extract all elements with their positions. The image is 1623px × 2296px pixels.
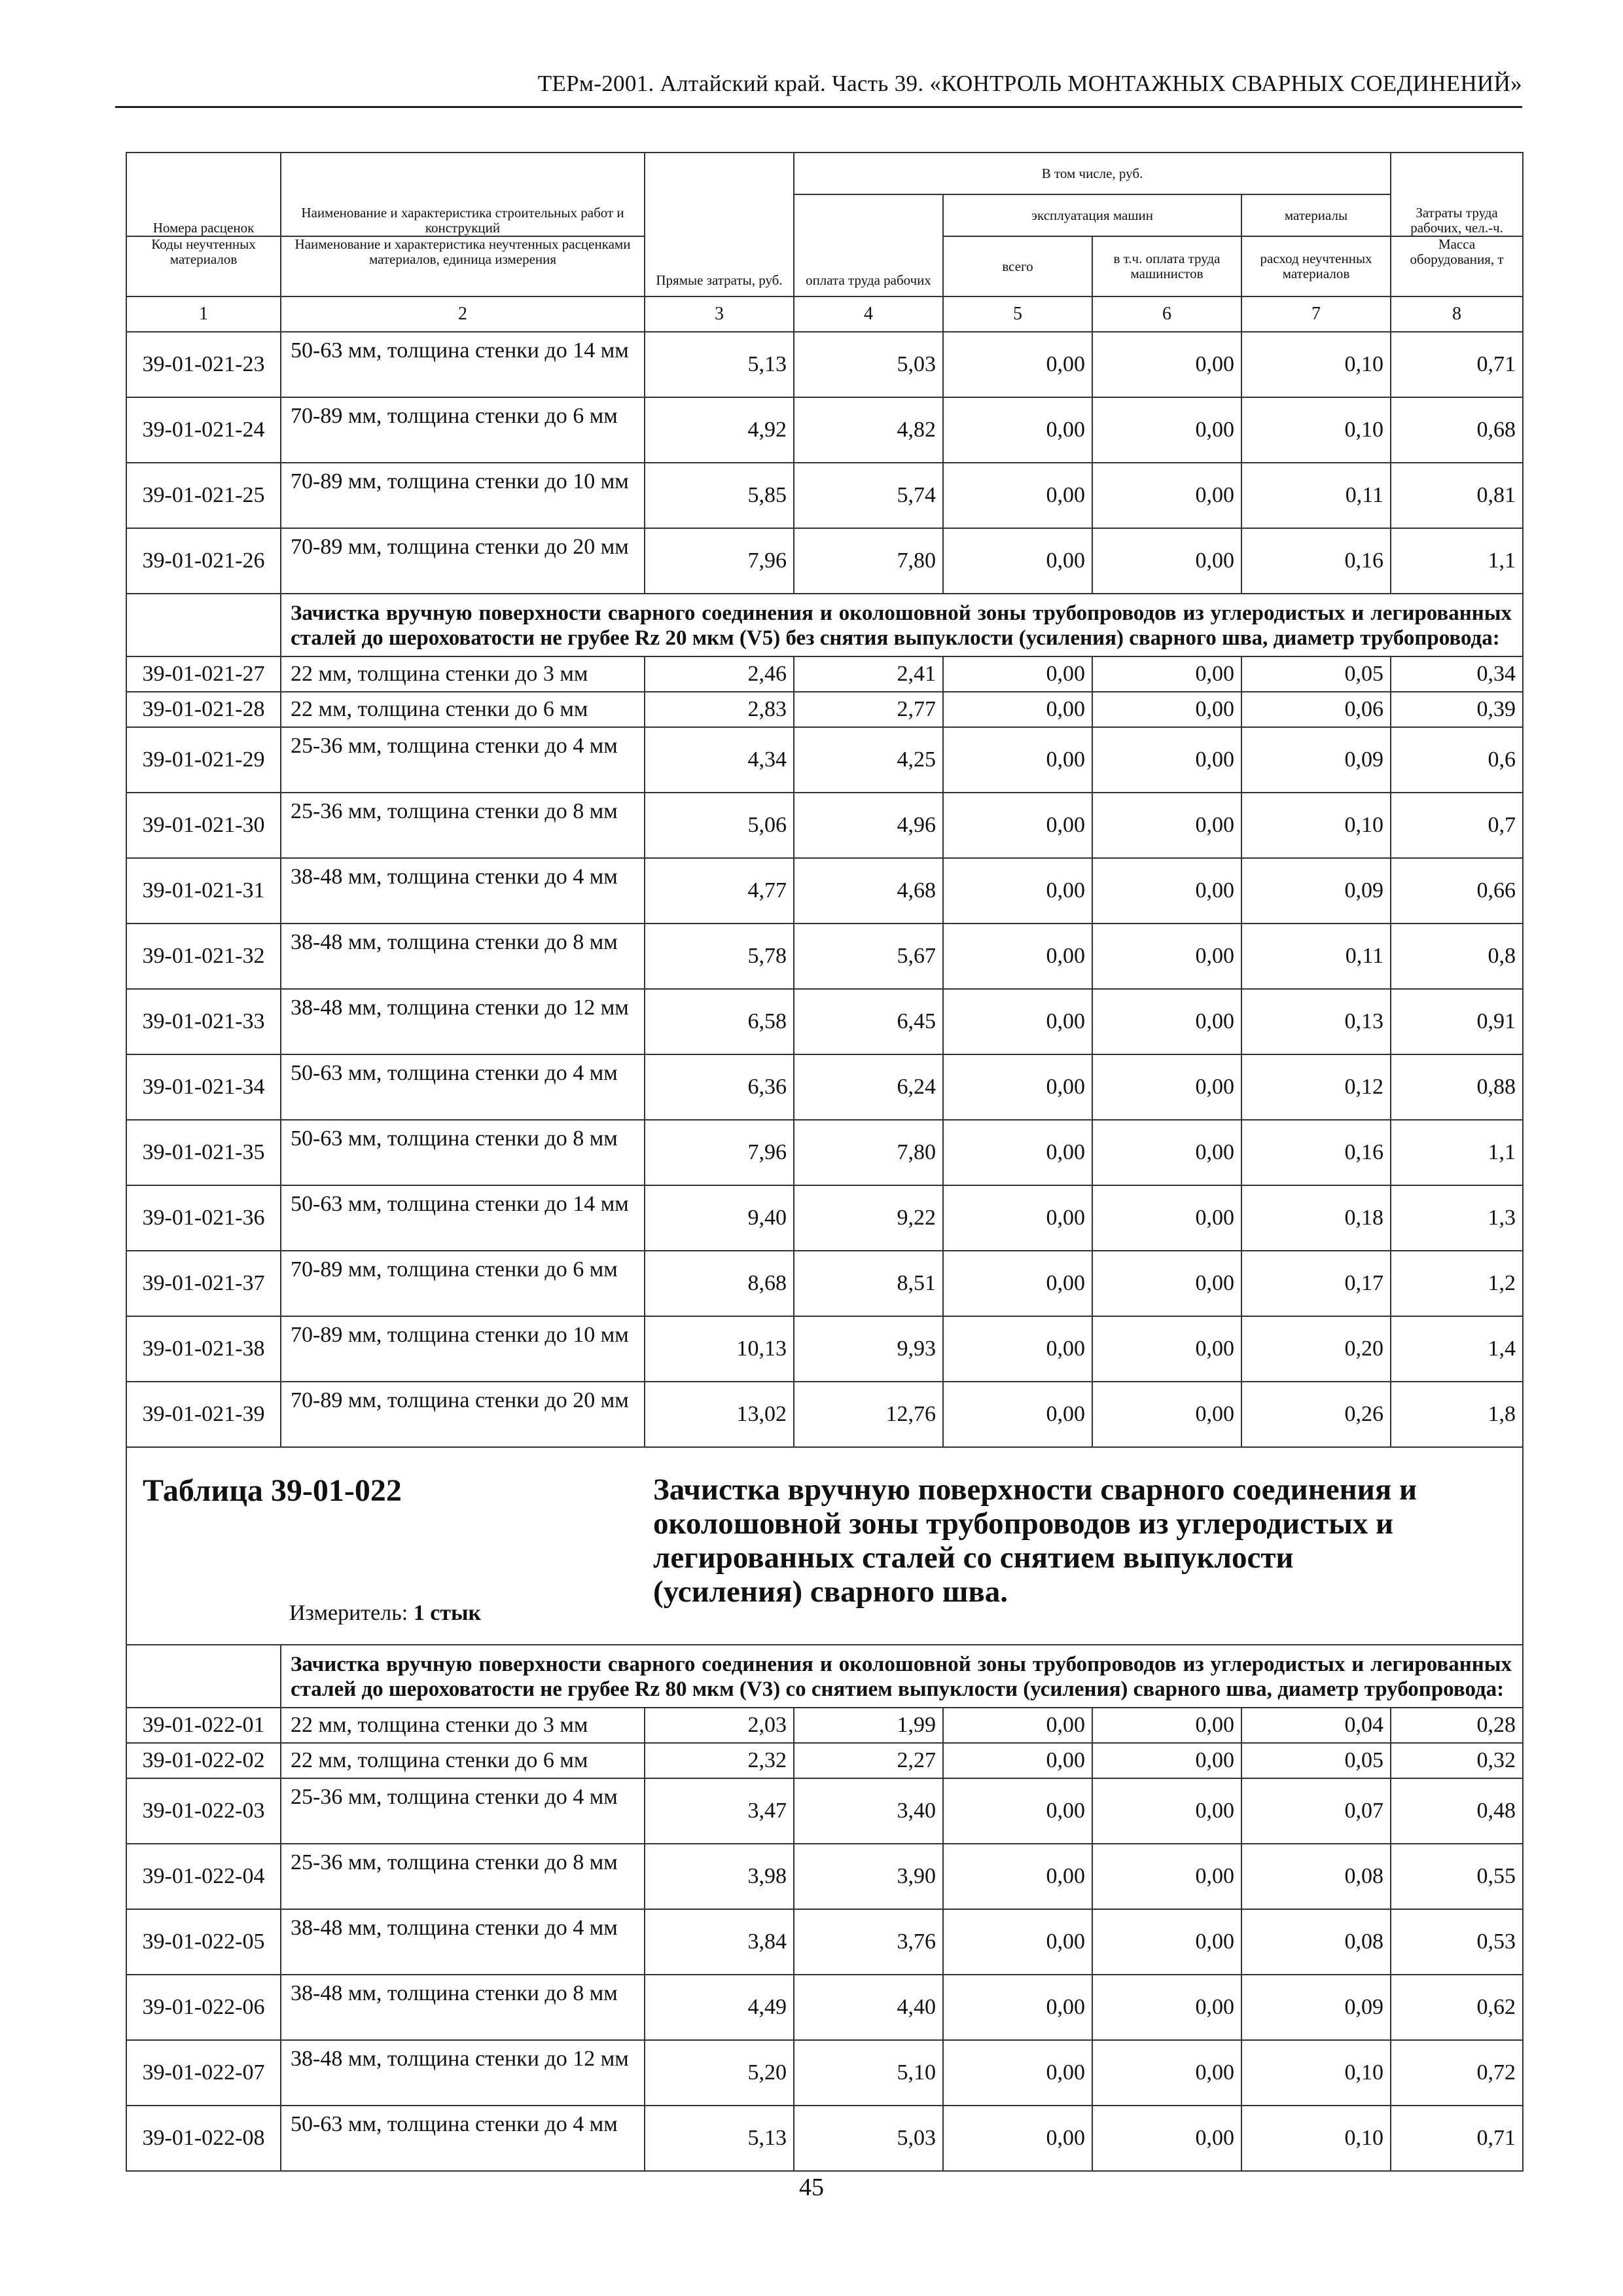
value-cell: 0,00 [943, 1120, 1092, 1185]
rate-code: 39-01-021-26 [126, 528, 281, 594]
unit-value: 1 стык [413, 1601, 482, 1625]
col-header-4: оплата труда рабочих [794, 194, 943, 296]
value-cell: 0,04 [1241, 1708, 1391, 1743]
value-cell: 5,03 [794, 332, 943, 397]
rate-name: 25-36 мм, толщина стенки до 4 мм [281, 727, 645, 793]
value-cell: 0,00 [943, 463, 1092, 528]
table-row [126, 1054, 1523, 1120]
page-header: ТЕРм-2001. Алтайский край. Часть 39. «КОНТРОЛЬ МОНТАЖНЫХ СВАРНЫХ СОЕДИНЕНИЙ» [537, 71, 1522, 96]
value-cell: 0,00 [1092, 528, 1241, 594]
value-cell: 0,00 [943, 989, 1092, 1054]
value-cell: 7,80 [794, 528, 943, 594]
value-cell: 0,10 [1241, 2106, 1391, 2171]
value-cell: 0,00 [943, 2106, 1092, 2171]
value-cell: 0,62 [1391, 1975, 1523, 2040]
rate-name: 38-48 мм, толщина стенки до 12 мм [281, 2040, 645, 2106]
rate-code: 39-01-022-08 [126, 2106, 281, 2171]
rate-code: 39-01-022-03 [126, 1778, 281, 1844]
value-cell: 0,00 [943, 2040, 1092, 2106]
table-row [126, 528, 1523, 594]
rate-code: 39-01-022-04 [126, 1844, 281, 1909]
value-cell: 4,92 [645, 397, 794, 463]
value-cell: 0,8 [1391, 924, 1523, 989]
table-row [126, 1185, 1523, 1251]
table-row [126, 858, 1523, 924]
value-cell: 0,00 [943, 727, 1092, 793]
value-cell: 0,00 [1092, 1054, 1241, 1120]
value-cell: 0,00 [943, 793, 1092, 858]
value-cell: 5,20 [645, 2040, 794, 2106]
value-cell: 0,71 [1391, 2106, 1523, 2171]
value-cell: 0,06 [1241, 692, 1391, 727]
col-header-6: в т.ч. оплата труда машинистов [1092, 236, 1241, 296]
value-cell: 0,00 [1092, 1185, 1241, 1251]
value-cell: 3,76 [794, 1909, 943, 1975]
value-cell: 0,00 [943, 1708, 1092, 1743]
value-cell: 0,00 [943, 692, 1092, 727]
value-cell: 0,00 [943, 1844, 1092, 1909]
table-row [126, 1975, 1523, 2040]
value-cell: 0,55 [1391, 1844, 1523, 1909]
rate-code: 39-01-021-28 [126, 692, 281, 727]
value-cell: 4,96 [794, 793, 943, 858]
value-cell: 3,47 [645, 1778, 794, 1844]
value-cell: 0,00 [943, 1909, 1092, 1975]
table-row [126, 332, 1523, 397]
table-row [126, 656, 1523, 692]
col-header-incl: В том числе, руб. [794, 152, 1391, 194]
value-cell: 2,32 [645, 1743, 794, 1778]
value-cell: 0,00 [1092, 989, 1241, 1054]
value-cell: 0,00 [1092, 1708, 1241, 1743]
value-cell: 0,00 [943, 397, 1092, 463]
table-row [126, 924, 1523, 989]
value-cell: 0,00 [1092, 1909, 1241, 1975]
value-cell: 0,11 [1241, 924, 1391, 989]
value-cell: 0,10 [1241, 332, 1391, 397]
value-cell: 0,00 [943, 1743, 1092, 1778]
value-cell: 0,09 [1241, 858, 1391, 924]
value-cell: 0,13 [1241, 989, 1391, 1054]
value-cell: 5,13 [645, 2106, 794, 2171]
rate-code: 39-01-021-36 [126, 1185, 281, 1251]
rate-name: 50-63 мм, толщина стенки до 8 мм [281, 1120, 645, 1185]
value-cell: 0,16 [1241, 1120, 1391, 1185]
value-cell: 0,00 [943, 1778, 1092, 1844]
value-cell: 6,24 [794, 1054, 943, 1120]
value-cell: 6,45 [794, 989, 943, 1054]
value-cell: 0,6 [1391, 727, 1523, 793]
value-cell: 5,78 [645, 924, 794, 989]
value-cell: 0,00 [1092, 2106, 1241, 2171]
value-cell: 0,81 [1391, 463, 1523, 528]
rate-name: 38-48 мм, толщина стенки до 4 мм [281, 1909, 645, 1975]
rates-table [126, 152, 1524, 2172]
value-cell: 8,68 [645, 1251, 794, 1316]
value-cell: 7,96 [645, 528, 794, 594]
value-cell: 0,09 [1241, 1975, 1391, 2040]
value-cell: 0,00 [943, 528, 1092, 594]
rate-code: 39-01-022-07 [126, 2040, 281, 2106]
value-cell: 0,00 [1092, 463, 1241, 528]
rate-code: 39-01-021-34 [126, 1054, 281, 1120]
value-cell: 3,98 [645, 1844, 794, 1909]
rate-code: 39-01-021-33 [126, 989, 281, 1054]
rate-name: 50-63 мм, толщина стенки до 14 мм [281, 1185, 645, 1251]
value-cell: 0,00 [1092, 332, 1241, 397]
rate-name: 25-36 мм, толщина стенки до 8 мм [281, 793, 645, 858]
rate-name: 50-63 мм, толщина стенки до 4 мм [281, 2106, 645, 2171]
value-cell: 5,03 [794, 2106, 943, 2171]
value-cell: 7,96 [645, 1120, 794, 1185]
value-cell: 0,10 [1241, 2040, 1391, 2106]
page-number: 45 [799, 2174, 824, 2201]
value-cell: 0,20 [1241, 1316, 1391, 1382]
col-header-5: всего [943, 236, 1092, 296]
value-cell: 0,08 [1241, 1909, 1391, 1975]
value-cell: 0,18 [1241, 1185, 1391, 1251]
value-cell: 0,00 [943, 924, 1092, 989]
rate-name: 22 мм, толщина стенки до 6 мм [281, 1743, 645, 1778]
value-cell: 9,93 [794, 1316, 943, 1382]
value-cell: 0,72 [1391, 2040, 1523, 2106]
value-cell: 6,36 [645, 1054, 794, 1120]
value-cell: 2,27 [794, 1743, 943, 1778]
col-header-2: Наименование и характеристика строительных работ и конструкций [281, 152, 645, 236]
value-cell: 0,88 [1391, 1054, 1523, 1120]
value-cell: 7,80 [794, 1120, 943, 1185]
value-cell: 0,16 [1241, 528, 1391, 594]
value-cell: 3,40 [794, 1778, 943, 1844]
value-cell: 0,71 [1391, 332, 1523, 397]
value-cell: 8,51 [794, 1251, 943, 1316]
value-cell: 1,8 [1391, 1382, 1523, 1447]
value-cell: 0,00 [1092, 1382, 1241, 1447]
value-cell: 0,00 [1092, 1743, 1241, 1778]
value-cell: 0,00 [1092, 1251, 1241, 1316]
rate-name: 70-89 мм, толщина стенки до 6 мм [281, 1251, 645, 1316]
value-cell: 0,39 [1391, 692, 1523, 727]
value-cell: 2,46 [645, 656, 794, 692]
table-row [126, 1909, 1523, 1975]
value-cell: 0,00 [1092, 858, 1241, 924]
value-cell: 0,00 [1092, 727, 1241, 793]
rate-code: 39-01-021-38 [126, 1316, 281, 1382]
rate-name: 50-63 мм, толщина стенки до 4 мм [281, 1054, 645, 1120]
rate-name: 38-48 мм, толщина стенки до 8 мм [281, 1975, 645, 2040]
rate-name: 38-48 мм, толщина стенки до 8 мм [281, 924, 645, 989]
table-row [126, 397, 1523, 463]
rate-name: 25-36 мм, толщина стенки до 4 мм [281, 1778, 645, 1844]
value-cell: 0,00 [943, 858, 1092, 924]
value-cell: 0,32 [1391, 1743, 1523, 1778]
value-cell: 5,06 [645, 793, 794, 858]
value-cell: 0,00 [1092, 2040, 1241, 2106]
value-cell: 0,00 [1092, 1120, 1241, 1185]
header-rule [115, 106, 1522, 108]
rate-name: 38-48 мм, толщина стенки до 12 мм [281, 989, 645, 1054]
value-cell: 2,41 [794, 656, 943, 692]
value-cell: 0,05 [1241, 1743, 1391, 1778]
value-cell: 0,07 [1241, 1778, 1391, 1844]
rate-name: 70-89 мм, толщина стенки до 10 мм [281, 463, 645, 528]
table-unit [289, 1601, 481, 1626]
value-cell: 1,1 [1391, 1120, 1523, 1185]
table-row [126, 727, 1523, 793]
value-cell: 0,08 [1241, 1844, 1391, 1909]
rate-name: 70-89 мм, толщина стенки до 20 мм [281, 1382, 645, 1447]
rate-name: 25-36 мм, толщина стенки до 8 мм [281, 1844, 645, 1909]
value-cell: 0,34 [1391, 656, 1523, 692]
value-cell: 0,00 [1092, 692, 1241, 727]
table-row [126, 463, 1523, 528]
table-caption-row [126, 1447, 1523, 1645]
value-cell: 0,28 [1391, 1708, 1523, 1743]
rate-code: 39-01-021-37 [126, 1251, 281, 1316]
value-cell: 0,53 [1391, 1909, 1523, 1975]
rate-code: 39-01-021-29 [126, 727, 281, 793]
rate-code: 39-01-022-02 [126, 1743, 281, 1778]
table-title: Таблица 39-01-022 [143, 1473, 402, 1508]
value-cell: 1,2 [1391, 1251, 1523, 1316]
value-cell: 0,00 [1092, 1316, 1241, 1382]
value-cell: 0,00 [1092, 1844, 1241, 1909]
group-heading: Зачистка вручную поверхности сварного соединения и околошовной зоны трубопроводов из углеродистых и легированных сталей до шероховатости не грубее Rz 20 мкм (V5) без снятия выпуклости (усиления) сварного шва, диаметр трубопровода: [281, 594, 1523, 656]
table-row [126, 793, 1523, 858]
col-header-8-bottom: Масса оборудования, т [1391, 236, 1523, 296]
table-row [126, 2106, 1523, 2171]
value-cell: 1,1 [1391, 528, 1523, 594]
value-cell: 0,26 [1241, 1382, 1391, 1447]
value-cell: 4,25 [794, 727, 943, 793]
rate-name: 38-48 мм, толщина стенки до 4 мм [281, 858, 645, 924]
value-cell: 0,00 [1092, 656, 1241, 692]
col-header-3: Прямые затраты, руб. [645, 152, 794, 296]
rate-code: 39-01-021-39 [126, 1382, 281, 1447]
value-cell: 0,11 [1241, 463, 1391, 528]
value-cell: 0,12 [1241, 1054, 1391, 1120]
rate-code: 39-01-021-31 [126, 858, 281, 924]
value-cell: 3,84 [645, 1909, 794, 1975]
value-cell: 0,00 [1092, 924, 1241, 989]
rate-name: 50-63 мм, толщина стенки до 14 мм [281, 332, 645, 397]
table-row [126, 1316, 1523, 1382]
value-cell: 9,40 [645, 1185, 794, 1251]
table-row [126, 1251, 1523, 1316]
value-cell: 2,03 [645, 1708, 794, 1743]
value-cell: 0,91 [1391, 989, 1523, 1054]
value-cell: 0,10 [1241, 397, 1391, 463]
value-cell: 4,68 [794, 858, 943, 924]
value-cell: 4,40 [794, 1975, 943, 2040]
value-cell: 0,00 [943, 1251, 1092, 1316]
value-cell: 0,00 [1092, 397, 1241, 463]
value-cell: 5,13 [645, 332, 794, 397]
rate-name: 22 мм, толщина стенки до 6 мм [281, 692, 645, 727]
value-cell: 4,34 [645, 727, 794, 793]
value-cell: 0,00 [1092, 793, 1241, 858]
value-cell: 1,4 [1391, 1316, 1523, 1382]
rate-code: 39-01-021-25 [126, 463, 281, 528]
value-cell: 0,17 [1241, 1251, 1391, 1316]
value-cell: 4,49 [645, 1975, 794, 2040]
rate-code: 39-01-022-01 [126, 1708, 281, 1743]
col-header-2-bottom: Наименование и характеристика неучтенных расценками материалов, единица измерения [281, 236, 645, 296]
value-cell: 0,68 [1391, 397, 1523, 463]
col-header-1-bottom: Коды неучтенных материалов [126, 236, 281, 296]
rate-code: 39-01-021-32 [126, 924, 281, 989]
rate-name: 22 мм, толщина стенки до 3 мм [281, 656, 645, 692]
value-cell: 0,7 [1391, 793, 1523, 858]
rate-code: 39-01-021-30 [126, 793, 281, 858]
value-cell: 0,00 [943, 1975, 1092, 2040]
col-header-1: Номера расценок [126, 152, 281, 236]
value-cell: 3,90 [794, 1844, 943, 1909]
value-cell: 4,82 [794, 397, 943, 463]
value-cell: 0,00 [943, 1054, 1092, 1120]
value-cell: 9,22 [794, 1185, 943, 1251]
rate-name: 70-89 мм, толщина стенки до 20 мм [281, 528, 645, 594]
unit-label: Измеритель: [289, 1601, 408, 1625]
value-cell: 10,13 [645, 1316, 794, 1382]
value-cell: 0,10 [1241, 793, 1391, 858]
value-cell: 0,09 [1241, 727, 1391, 793]
rate-code: 39-01-021-35 [126, 1120, 281, 1185]
table-row [126, 989, 1523, 1054]
table-description: Зачистка вручную поверхности сварного соединения и околошовной зоны трубопроводов из углеродистых и легированных сталей со снятием выпуклости (усиления) сварного шва. [653, 1473, 1418, 1609]
value-cell: 0,00 [943, 656, 1092, 692]
rate-name: 70-89 мм, толщина стенки до 10 мм [281, 1316, 645, 1382]
value-cell: 0,66 [1391, 858, 1523, 924]
value-cell: 0,00 [943, 1185, 1092, 1251]
table-row [126, 1844, 1523, 1909]
col-header-7: расход неучтенных материалов [1241, 236, 1391, 296]
group-heading-row [126, 1645, 1523, 1708]
table-row [126, 1778, 1523, 1844]
value-cell: 5,67 [794, 924, 943, 989]
group-heading: Зачистка вручную поверхности сварного соединения и околошовной зоны трубопроводов из углеродистых и легированных сталей до шероховатости не грубее Rz 80 мкм (V3) со снятием выпуклости (усиления) сварного шва, диаметр трубопровода: [281, 1645, 1523, 1708]
table-row [126, 692, 1523, 727]
group-heading-row [126, 594, 1523, 656]
value-cell: 13,02 [645, 1382, 794, 1447]
value-cell: 5,74 [794, 463, 943, 528]
table-row [126, 1743, 1523, 1778]
value-cell: 1,99 [794, 1708, 943, 1743]
table-row [126, 1120, 1523, 1185]
col-header-machines: эксплуатация машин [943, 194, 1241, 236]
rate-name: 70-89 мм, толщина стенки до 6 мм [281, 397, 645, 463]
value-cell: 1,3 [1391, 1185, 1523, 1251]
rate-code: 39-01-021-23 [126, 332, 281, 397]
table-row [126, 1708, 1523, 1743]
value-cell: 6,58 [645, 989, 794, 1054]
value-cell: 4,77 [645, 858, 794, 924]
column-numbers-row: 1 2 3 4 5 6 7 8 [126, 296, 1523, 332]
value-cell: 0,00 [943, 1382, 1092, 1447]
value-cell: 0,00 [1092, 1778, 1241, 1844]
value-cell: 0,48 [1391, 1778, 1523, 1844]
rate-name: 22 мм, толщина стенки до 3 мм [281, 1708, 645, 1743]
col-header-8: Затраты труда рабочих, чел.-ч. [1391, 152, 1523, 236]
rate-code: 39-01-022-05 [126, 1909, 281, 1975]
value-cell: 5,85 [645, 463, 794, 528]
rate-code: 39-01-021-24 [126, 397, 281, 463]
value-cell: 2,77 [794, 692, 943, 727]
value-cell: 12,76 [794, 1382, 943, 1447]
value-cell: 0,00 [943, 332, 1092, 397]
value-cell: 5,10 [794, 2040, 943, 2106]
value-cell: 0,00 [1092, 1975, 1241, 2040]
table-row [126, 1382, 1523, 1447]
value-cell: 2,83 [645, 692, 794, 727]
table-row [126, 2040, 1523, 2106]
col-header-materials: материалы [1241, 194, 1391, 236]
value-cell: 0,00 [943, 1316, 1092, 1382]
value-cell: 0,05 [1241, 656, 1391, 692]
rate-code: 39-01-022-06 [126, 1975, 281, 2040]
rate-code: 39-01-021-27 [126, 656, 281, 692]
